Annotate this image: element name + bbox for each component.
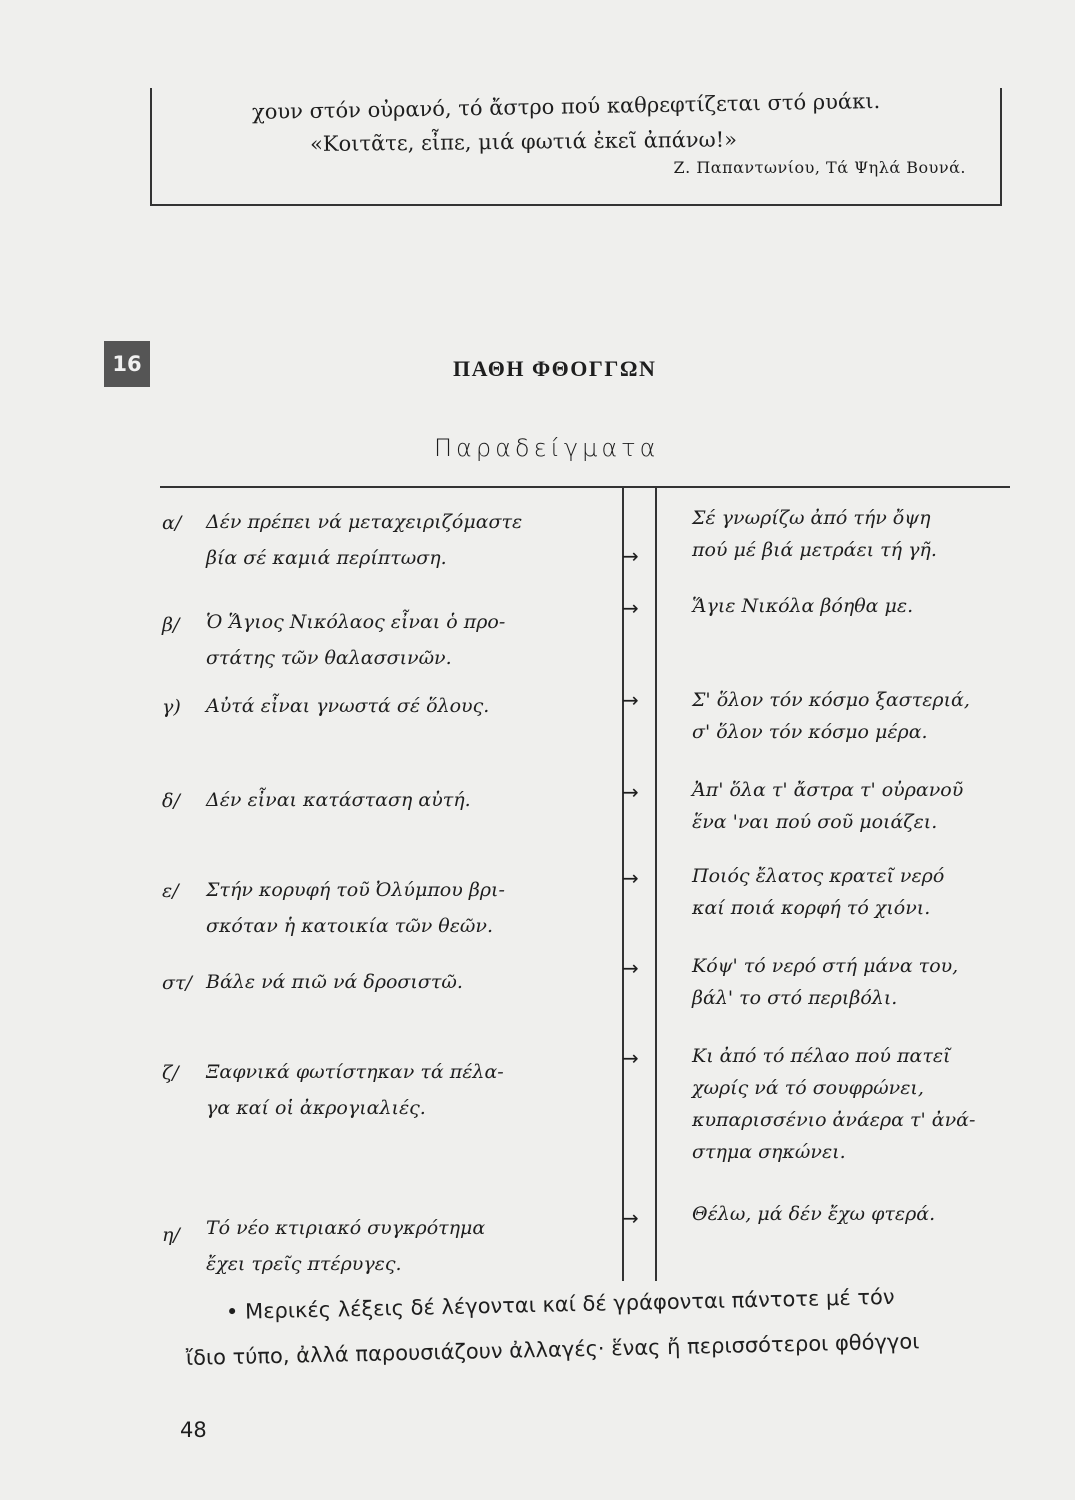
- left-line: γα καί οἱ ἀκρογιαλιές.: [206, 1097, 426, 1119]
- table-top-rule: [160, 486, 1010, 488]
- example-label: ζ/: [162, 1062, 179, 1084]
- page-number: 48: [180, 1418, 207, 1442]
- left-line: βία σέ καμιά περίπτωση.: [206, 547, 447, 569]
- example-label: β/: [162, 614, 180, 636]
- left-line: στάτης τῶν θαλασσινῶν.: [206, 647, 452, 669]
- right-line: Σ' ὅλον τόν κόσμο ξαστεριά,: [692, 689, 970, 711]
- right-line: Κόψ' τό νερό στή μάνα του,: [692, 955, 959, 977]
- example-right-text: [692, 590, 1022, 622]
- left-line: Ξαφνικά φωτίστηκαν τά πέλα-: [206, 1061, 504, 1083]
- right-line: σ' ὅλον τόν κόσμο μέρα.: [692, 721, 928, 743]
- example-right-text: [692, 502, 1022, 566]
- left-line: Ὁ Ἅγιος Νικόλαος εἶναι ὁ προ-: [206, 611, 506, 633]
- left-line: Δέν πρέπει νά μεταχειριζόμαστε: [206, 511, 523, 533]
- quote-line-1: χουν στόν οὐρανό, τό ἄστρο πού καθρεφτίζεται στό ρυάκι.: [251, 89, 881, 124]
- example-label: δ/: [162, 790, 180, 812]
- body-paragraph-line-2: ἴδιο τύπο, ἀλλά παρουσιάζουν ἀλλαγές· ἕνας ἤ περισσότεροι φθόγγοι: [185, 1329, 920, 1370]
- example-left-text: [206, 872, 626, 944]
- example-left-text: [206, 1054, 626, 1126]
- left-line: ἔχει τρεῖς πτέρυγες.: [206, 1253, 402, 1275]
- example-right-text: [692, 1198, 1022, 1230]
- left-line: Τό νέο κτιριακό συγκρότημα: [206, 1217, 486, 1239]
- arrow-right-icon: →: [622, 596, 639, 620]
- arrow-right-icon: →: [622, 544, 639, 568]
- left-line: σκόταν ἡ κατοικία τῶν θεῶν.: [206, 915, 494, 937]
- right-line: Θέλω, μά δέν ἔχω φτερά.: [692, 1203, 936, 1225]
- right-line: καί ποιά κορφή τό χιόνι.: [692, 897, 931, 919]
- example-right-text: [692, 1040, 1022, 1168]
- right-line: στημα σηκώνει.: [692, 1141, 846, 1163]
- arrow-right-icon: →: [622, 688, 639, 712]
- example-label: ε/: [162, 880, 179, 902]
- arrow-right-icon: →: [622, 866, 639, 890]
- example-right-text: [692, 860, 1022, 924]
- arrow-right-icon: →: [622, 1206, 639, 1230]
- right-line: Ποιός ἔλατος κρατεῖ νερό: [692, 865, 945, 887]
- right-line: πού μέ βιά μετράει τή γῆ.: [692, 539, 937, 561]
- right-line: Ἀπ' ὅλα τ' ἄστρα τ' οὐρανοῦ: [692, 779, 964, 801]
- example-left-text: [206, 782, 626, 818]
- right-line: χωρίς νά τό σουφρώνει,: [692, 1077, 924, 1099]
- example-left-text: [206, 504, 626, 576]
- left-line: Βάλε νά πιῶ νά δροσιστῶ.: [206, 971, 463, 993]
- example-label: α/: [162, 512, 182, 534]
- left-line: Δέν εἶναι κατάσταση αὐτή.: [206, 789, 471, 811]
- example-left-text: [206, 1210, 626, 1282]
- right-line: βάλ' το στό περιβόλι.: [692, 987, 898, 1009]
- quote-box: [150, 88, 1002, 206]
- body-paragraph-line-1: • Μερικές λέξεις δέ λέγονται καί δέ γράφονται πάντοτε μέ τόν: [225, 1284, 895, 1324]
- left-line: Στήν κορυφή τοῦ Ὀλύμπου βρι-: [206, 879, 505, 901]
- example-right-text: [692, 774, 1022, 838]
- example-right-text: [692, 950, 1022, 1014]
- quote-source: Ζ. Παπαντωνίου, Τά Ψηλά Βουνά.: [673, 158, 966, 177]
- arrow-right-icon: →: [622, 956, 639, 980]
- right-line: Σέ γνωρίζω ἀπό τήν ὄψη: [692, 507, 931, 529]
- example-label: στ/: [162, 972, 192, 994]
- example-left-text: [206, 604, 626, 676]
- left-line: Αὐτά εἶναι γνωστά σέ ὅλους.: [206, 695, 490, 717]
- example-left-text: [206, 688, 626, 724]
- example-label: γ): [162, 696, 181, 718]
- section-number-badge: 16: [104, 341, 150, 387]
- examples-heading: Παραδείγματα: [434, 434, 660, 462]
- example-right-text: [692, 684, 1022, 748]
- example-left-text: [206, 964, 626, 1000]
- example-label: η/: [162, 1224, 180, 1246]
- table-divider-right: [655, 486, 657, 1281]
- arrow-right-icon: →: [622, 1046, 639, 1070]
- right-line: κυπαρισσένιο ἀνάερα τ' ἀνά-: [692, 1109, 976, 1131]
- section-title: ΠΑΘΗ ΦΘΟΓΓΩΝ: [453, 356, 657, 381]
- arrow-right-icon: →: [622, 780, 639, 804]
- right-line: Ἅγιε Νικόλα βόηθα με.: [692, 595, 914, 617]
- right-line: Κι ἀπό τό πέλαο πού πατεῖ: [692, 1045, 951, 1067]
- quote-line-2: «Κοιτᾶτε, εἶπε, μιά φωτιά ἐκεῖ ἀπάνω!»: [309, 127, 738, 156]
- right-line: ἕνα 'ναι πού σοῦ μοιάζει.: [692, 811, 938, 833]
